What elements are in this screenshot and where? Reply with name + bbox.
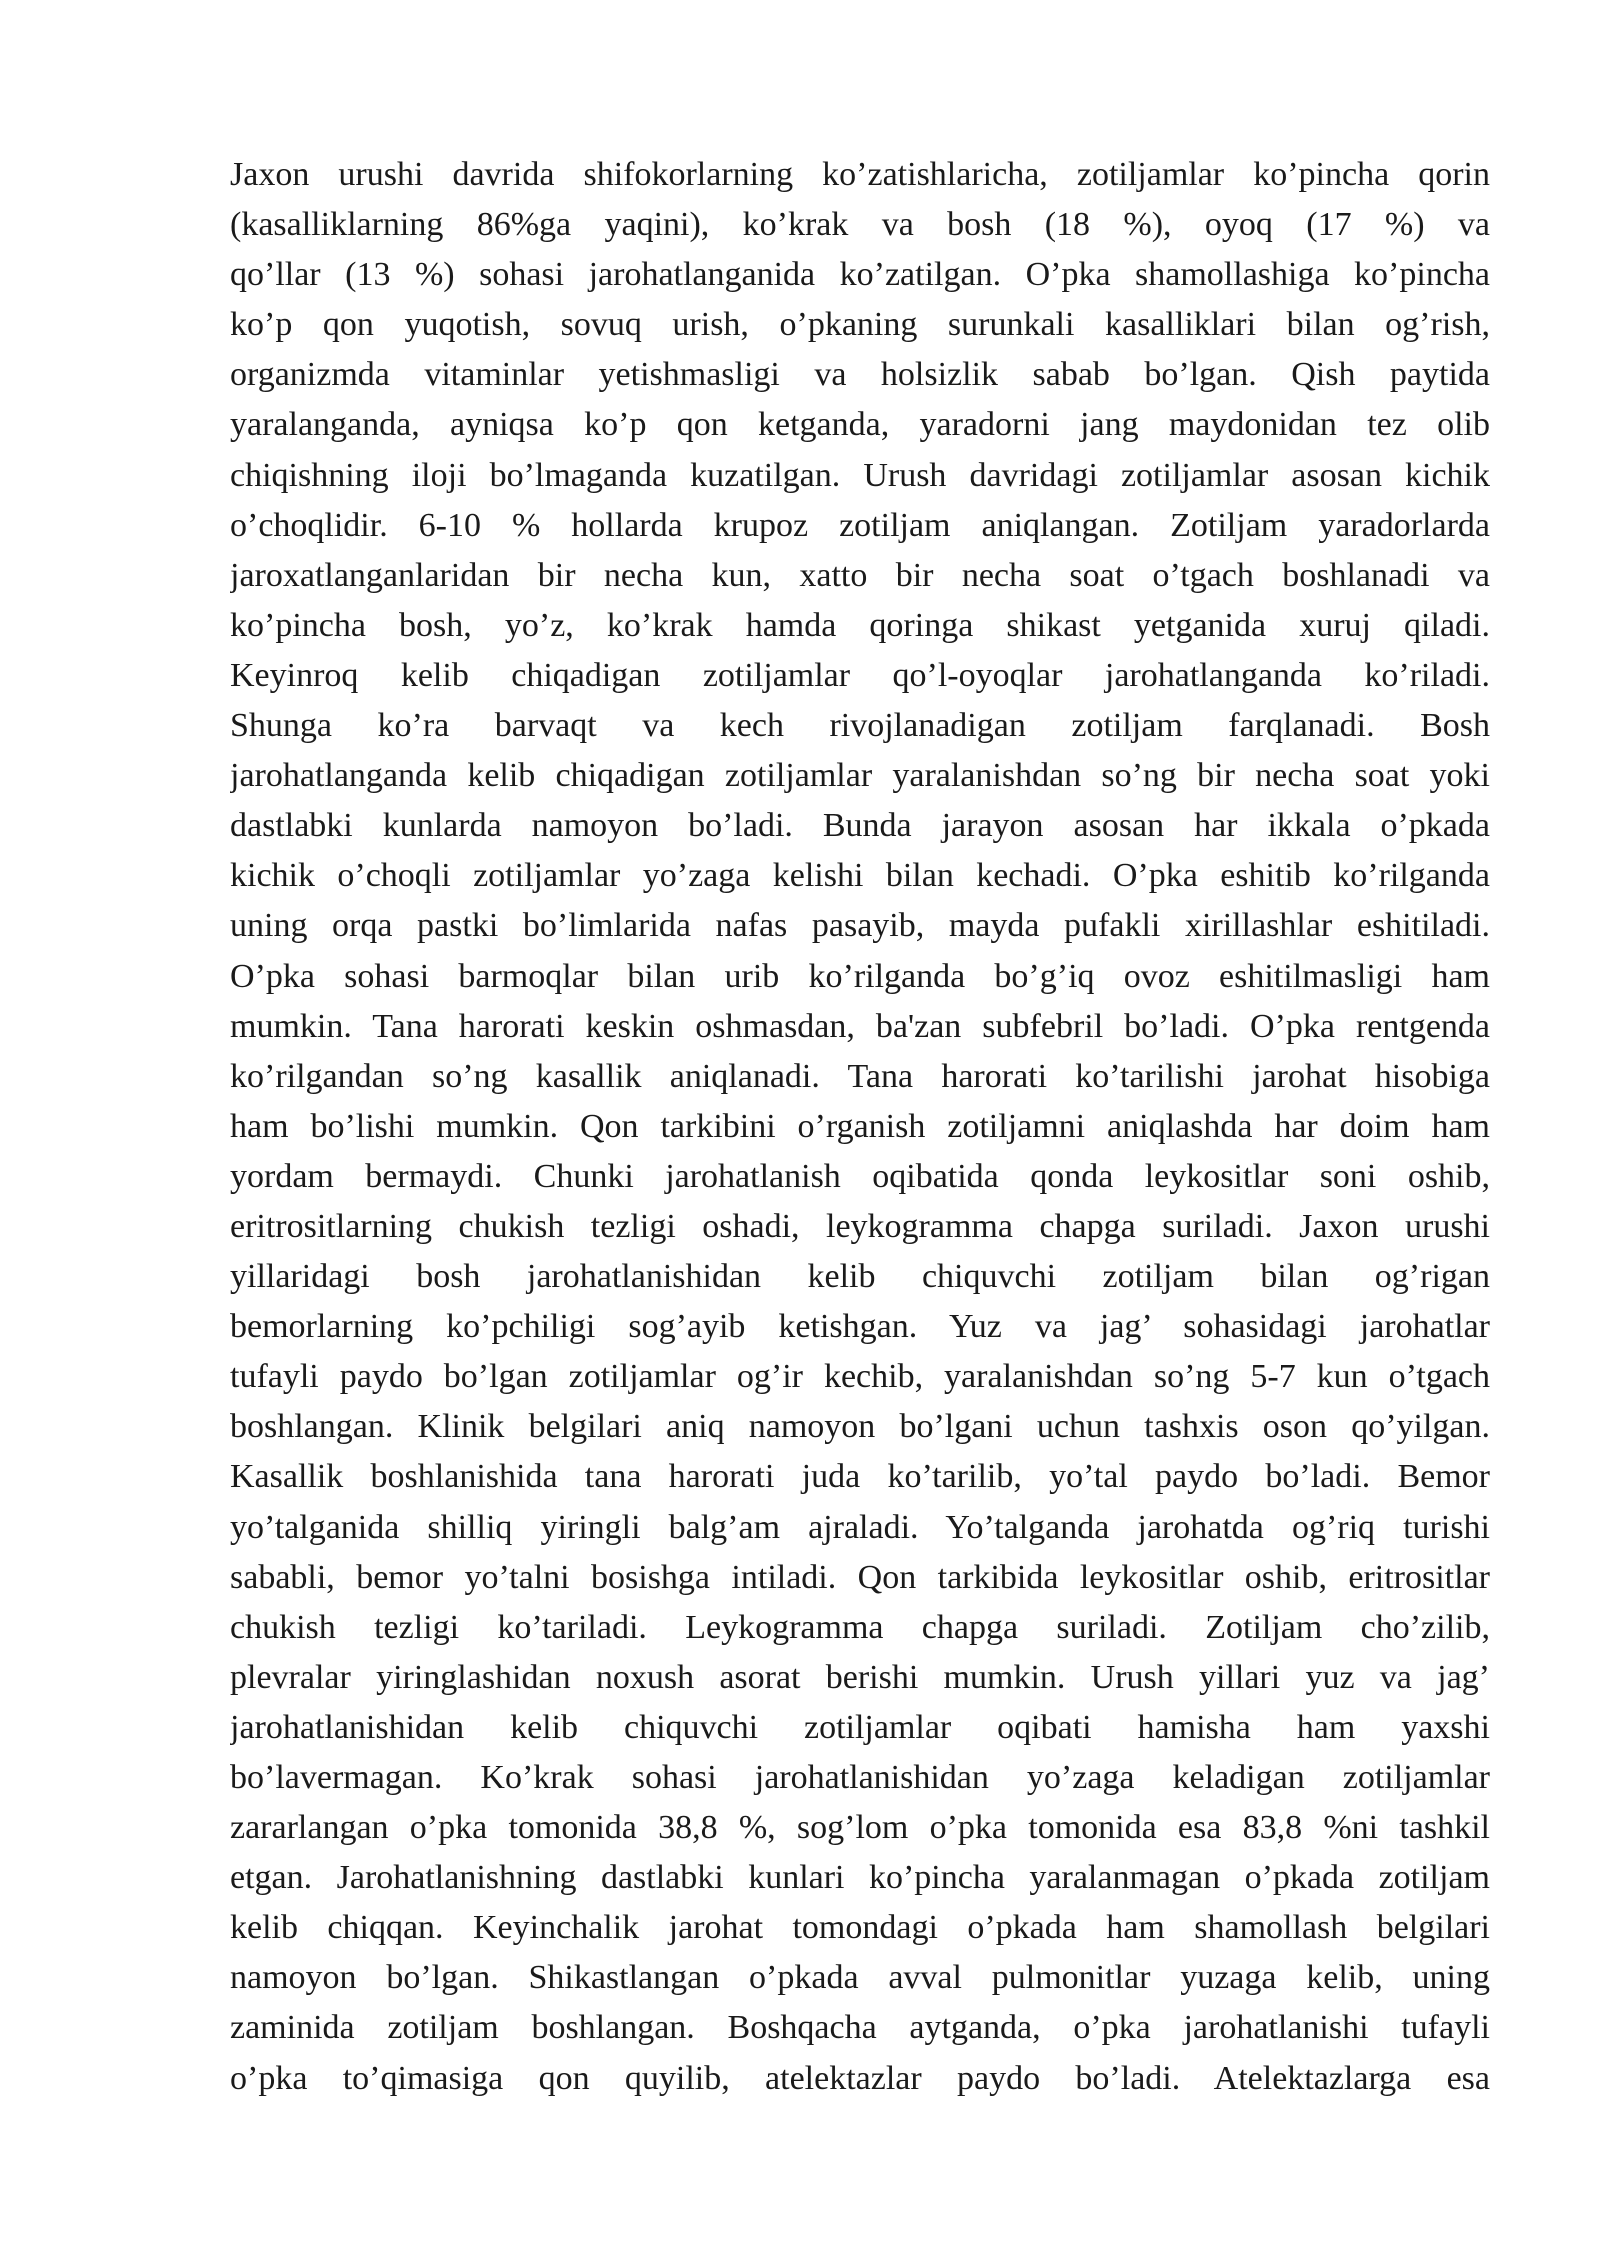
text-line: ham bo’lishi mumkin. Qon tarkibini o’rganish zotiljamni aniqlashda har doim ham [230,1107,1490,1145]
text-line: ko’rilgandan so’ng kasallik aniqlanadi. Tana harorati ko’tarilishi jarohat hisobiga [230,1057,1490,1095]
body-text [230,150,1490,2104]
text-line: (kasalliklarning 86%ga yaqini), ko’krak va bosh (18 %), oyoq (17 %) va [230,206,1490,244]
text-line: yo’talganida shilliq yiringli balg’am ajraladi. Yo’talganda jarohatda og’riq turishi [230,1508,1490,1546]
text-line: etgan. Jarohatlanishning dastlabki kunlari ko’pincha yaralanmagan o’pkada zotiljam [230,1859,1490,1897]
text-line: jarohatlanishidan kelib chiquvchi zotiljamlar oqibati hamisha ham yaxshi [230,1708,1490,1746]
text-line: kelib chiqqan. Keyinchalik jarohat tomondagi o’pkada ham shamollash belgilari [230,1909,1490,1947]
text-line: o’choqlidir. 6-10 % hollarda krupoz zotiljam aniqlangan. Zotiljam yaradorlarda [230,506,1490,544]
text-line: Jaxon urushi davrida shifokorlarning ko’zatishlaricha, zotiljamlar ko’pincha qorin [230,156,1490,193]
text-line: jarohatlanganda kelib chiqadigan zotiljamlar yaralanishdan so’ng bir necha soat yoki [230,757,1490,795]
text-line: chukish tezligi ko’tariladi. Leykogramma chapga suriladi. Zotiljam cho’zilib, [230,1608,1490,1646]
text-line: yordam bermaydi. Chunki jarohatlanish oqibatida qonda leykositlar soni oshib, [230,1157,1490,1195]
text-line: chiqishning iloji bo’lmaganda kuzatilgan. Urush davridagi zotiljamlar asosan kichik [230,456,1490,494]
text-line: Keyinroq kelib chiqadigan zotiljamlar qo’l-oyoqlar jarohatlanganda ko’riladi. [230,656,1490,694]
text-line: o’pka to’qimasiga qon quyilib, atelektazlar paydo bo’ladi. Atelektazlarga esa [230,2059,1490,2097]
text-line: eritrositlarning chukish tezligi oshadi, leykogramma chapga suriladi. Jaxon urushi [230,1207,1490,1245]
text-line: kichik o’choqli zotiljamlar yo’zaga kelishi bilan kechadi. O’pka eshitib ko’rilganda [230,857,1490,895]
text-line: O’pka sohasi barmoqlar bilan urib ko’rilganda bo’g’iq ovoz eshitilmasligi ham [230,957,1490,995]
text-line: uning orqa pastki bo’limlarida nafas pasayib, mayda pufakli xirillashlar eshitiladi. [230,907,1490,945]
text-line: plevralar yiringlashidan noxush asorat berishi mumkin. Urush yillari yuz va jag’ [230,1658,1490,1696]
text-line: ko’p qon yuqotish, sovuq urish, o’pkaning surunkali kasalliklari bilan og’rish, [230,306,1490,344]
text-line: boshlangan. Klinik belgilari aniq namoyon bo’lgani uchun tashxis oson qo’yilgan. [230,1408,1490,1446]
text-line: bo’lavermagan. Ko’krak sohasi jarohatlanishidan yo’zaga keladigan zotiljamlar [230,1759,1490,1796]
text-line: yaralanganda, ayniqsa ko’p qon ketganda, yaradorni jang maydonidan tez olib [230,406,1490,444]
text-line: zararlangan o’pka tomonida 38,8 %, sog’lom o’pka tomonida esa 83,8 %ni tashkil [230,1809,1490,1847]
text-line: organizmda vitaminlar yetishmasligi va holsizlik sabab bo’lgan. Qish paytida [230,356,1490,394]
text-line: jaroxatlanganlaridan bir necha kun, xatto bir necha soat o’tgach boshlanadi va [230,556,1490,594]
text-line: ko’pincha bosh, yo’z, ko’krak hamda qoringa shikast yetganida xuruj qiladi. [230,606,1490,644]
text-line: Kasallik boshlanishida tana harorati juda ko’tarilib, yo’tal paydo bo’ladi. Bemor [230,1458,1490,1496]
text-line: zaminida zotiljam boshlangan. Boshqacha aytganda, o’pka jarohatlanishi tufayli [230,2009,1490,2047]
text-line: tufayli paydo bo’lgan zotiljamlar og’ir kechib, yaralanishdan so’ng 5-7 kun o’tgach [230,1358,1490,1396]
text-line: namoyon bo’lgan. Shikastlangan o’pkada avval pulmonitlar yuzaga kelib, uning [230,1959,1490,1997]
text-line: sababli, bemor yo’talni bosishga intiladi. Qon tarkibida leykositlar oshib, eritrositlar [230,1558,1490,1596]
text-line: yillaridagi bosh jarohatlanishidan kelib chiquvchi zotiljam bilan og’rigan [230,1258,1490,1296]
text-line: dastlabki kunlarda namoyon bo’ladi. Bunda jarayon asosan har ikkala o’pkada [230,807,1490,845]
text-line: Shunga ko’ra barvaqt va kech rivojlanadigan zotiljam farqlanadi. Bosh [230,707,1490,745]
text-line: mumkin. Tana harorati keskin oshmasdan, ba'zan subfebril bo’ladi. O’pka rentgenda [230,1007,1490,1045]
text-line: qo’llar (13 %) sohasi jarohatlanganida ko’zatilgan. O’pka shamollashiga ko’pincha [230,256,1490,294]
text-line: bemorlarning ko’pchiligi sog’ayib ketishgan. Yuz va jag’ sohasidagi jarohatlar [230,1308,1490,1346]
